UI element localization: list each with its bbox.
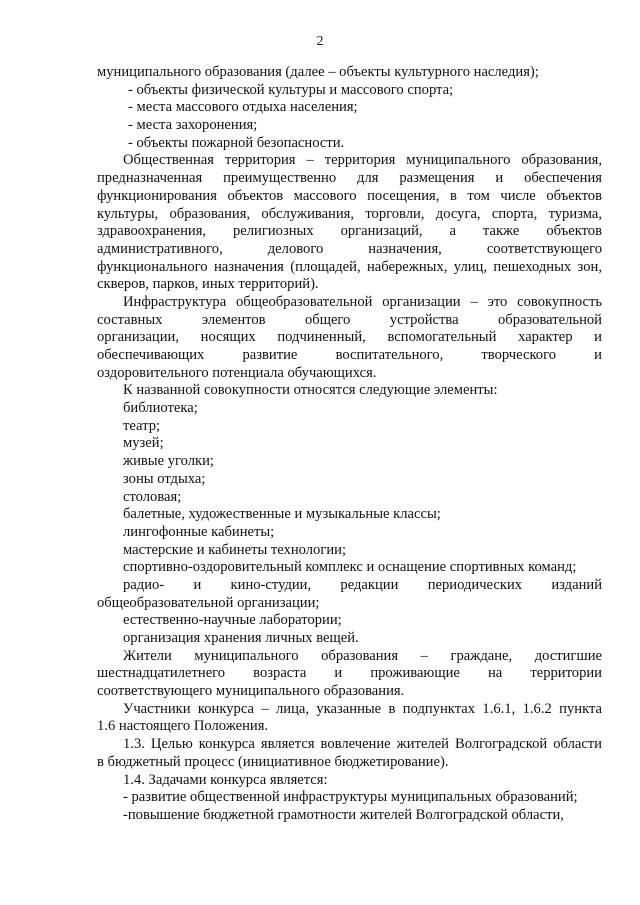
- text-line: организации, носящих подчиненный, вспомогательный характер и: [97, 329, 602, 346]
- text-line: здравоохранения, религиозных организаций, а также объектов: [97, 223, 602, 240]
- text-line: библиотека;: [123, 400, 198, 417]
- text-line: зоны отдыха;: [123, 470, 206, 487]
- text-line: музей;: [123, 435, 164, 452]
- text-line: скверов, парков, иных территорий).: [97, 276, 319, 293]
- text-line: Инфраструктура общеобразовательной организации – это совокупность: [123, 293, 602, 310]
- text-line: К названной совокупности относятся следующие элементы:: [123, 382, 498, 399]
- text-line: оздоровительного потенциала обучающихся.: [97, 364, 377, 381]
- text-line: организация хранения личных вещей.: [123, 630, 359, 646]
- text-line: шестнадцатилетнего возраста и проживающие на территории: [97, 665, 602, 682]
- text-line: муниципального образования (далее – объекты культурного наследия);: [97, 64, 539, 80]
- text-line: - объекты пожарной безопасности.: [128, 134, 345, 151]
- text-line: функционального назначения (площадей, набережных, улиц, пешеходных зон,: [97, 258, 602, 275]
- text-line: предназначенная преимущественно для размещения и обеспечения: [97, 170, 602, 187]
- text-line: обеспечивающих развитие воспитательного, творческого и: [97, 347, 602, 363]
- text-line: 1.4. Задачами конкурса является:: [123, 771, 328, 788]
- text-line: столовая;: [123, 488, 182, 505]
- text-line: радио- и кино-студии, редакции периодических изданий: [123, 576, 602, 593]
- text-line: живые уголки;: [123, 453, 214, 470]
- text-line: балетные, художественные и музыкальные классы;: [123, 506, 441, 523]
- text-line: естественно-научные лаборатории;: [123, 612, 342, 629]
- text-line: - места захоронения;: [128, 117, 258, 134]
- text-line: Жители муниципального образования – граждане, достигшие: [123, 647, 602, 664]
- text-line: общеобразовательной организации;: [97, 594, 320, 611]
- page-number: 2: [316, 34, 324, 49]
- text-line: -повышение бюджетной грамотности жителей Волгоградской области,: [123, 806, 564, 823]
- text-line: - места массового отдыха населения;: [128, 99, 358, 116]
- text-line: спортивно-оздоровительный комплекс и оснащение спортивных команд;: [123, 559, 577, 576]
- text-line: Участники конкурса – лица, указанные в подпунктах 1.6.1, 1.6.2 пункта: [123, 700, 602, 717]
- text-line: лингофонные кабинеты;: [123, 523, 275, 540]
- text-line: - развитие общественной инфраструктуры муниципальных образований;: [123, 789, 578, 806]
- text-line: функционирования объектов массового посещения, в том числе объектов: [97, 187, 602, 204]
- text-line: 1.3. Целью конкурса является вовлечение жителей Волгоградской области: [123, 736, 602, 753]
- text-line: административного, делового назначения, соответствующего: [97, 240, 602, 257]
- text-line: соответствующего муниципального образования.: [97, 683, 405, 700]
- text-line: - объекты физической культуры и массового спорта;: [128, 81, 454, 98]
- text-line: Общественная территория – территория муниципального образования,: [123, 152, 602, 169]
- text-line: составных элементов общего устройства образовательной: [97, 311, 602, 328]
- text-line: мастерские и кабинеты технологии;: [123, 541, 347, 558]
- text-line: в бюджетный процесс (инициативное бюджетирование).: [97, 753, 449, 770]
- text-line: театр;: [123, 417, 161, 434]
- text-line: 1.6 настоящего Положения.: [97, 718, 269, 735]
- document-body: [97, 64, 602, 825]
- text-line: культуры, образования, обслуживания, торговли, досуга, спорта, туризма,: [97, 205, 602, 222]
